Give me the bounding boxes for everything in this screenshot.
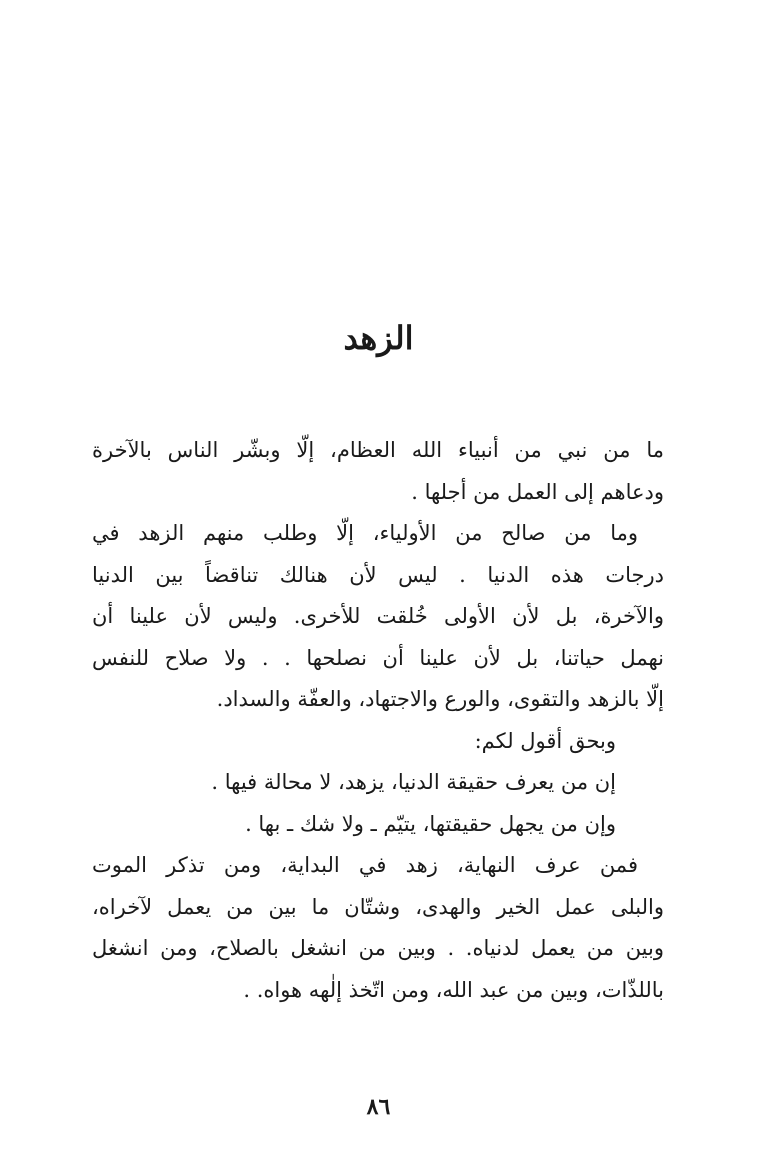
text-line: ما من نبي من أنبياء الله العظام، إلّا وبشّر الناس بالآخرة: [92, 438, 664, 462]
body-text: [92, 430, 664, 1011]
text-line: فمن عرف النهاية، زهد في البداية، ومن تذكر الموت: [92, 853, 638, 877]
text-line: والآخرة، بل لأن الأولى خُلقت للأخرى. وليس لأن علينا أن: [92, 604, 664, 628]
text-line: باللذّات، وبين من عبد الله، ومن اتّخذ إلٰهه هواه. .: [243, 977, 664, 1002]
text-line: والبلى عمل الخير والهدى، وشتّان ما بين من يعمل لآخراه،: [92, 894, 664, 919]
text-line: درجات هذه الدنيا . ليس لأن هنالك تناقضاً بين الدنيا: [92, 562, 664, 587]
text-line: نهمل حياتنا، بل لأن علينا أن نصلحها . . ولا صلاح للنفس: [92, 645, 664, 670]
text-line: ودعاهم إلى العمل من أجلها .: [411, 479, 664, 504]
text-line: وما من صالح من الأولياء، إلّا وطلب منهم الزهد في: [92, 521, 638, 545]
text-line: وبين من يعمل لدنياه. . وبين من انشغل بالصلاح، ومن انشغل: [92, 936, 664, 960]
text-line: إن من يعرف حقيقة الدنيا، يزهد، لا محالة فيها .: [211, 770, 616, 794]
page-number: ٨٦: [366, 1094, 391, 1120]
chapter-title: الزهد: [343, 319, 414, 357]
text-line: إلّا بالزهد والتقوى، والورع والاجتهاد، والعفّة والسداد.: [216, 687, 664, 711]
text-line: وإن من يجهل حقيقتها، يتيّم ـ ولا شك ـ بها .: [245, 811, 616, 836]
text-line: وبحق أقول لكم:: [474, 728, 616, 753]
